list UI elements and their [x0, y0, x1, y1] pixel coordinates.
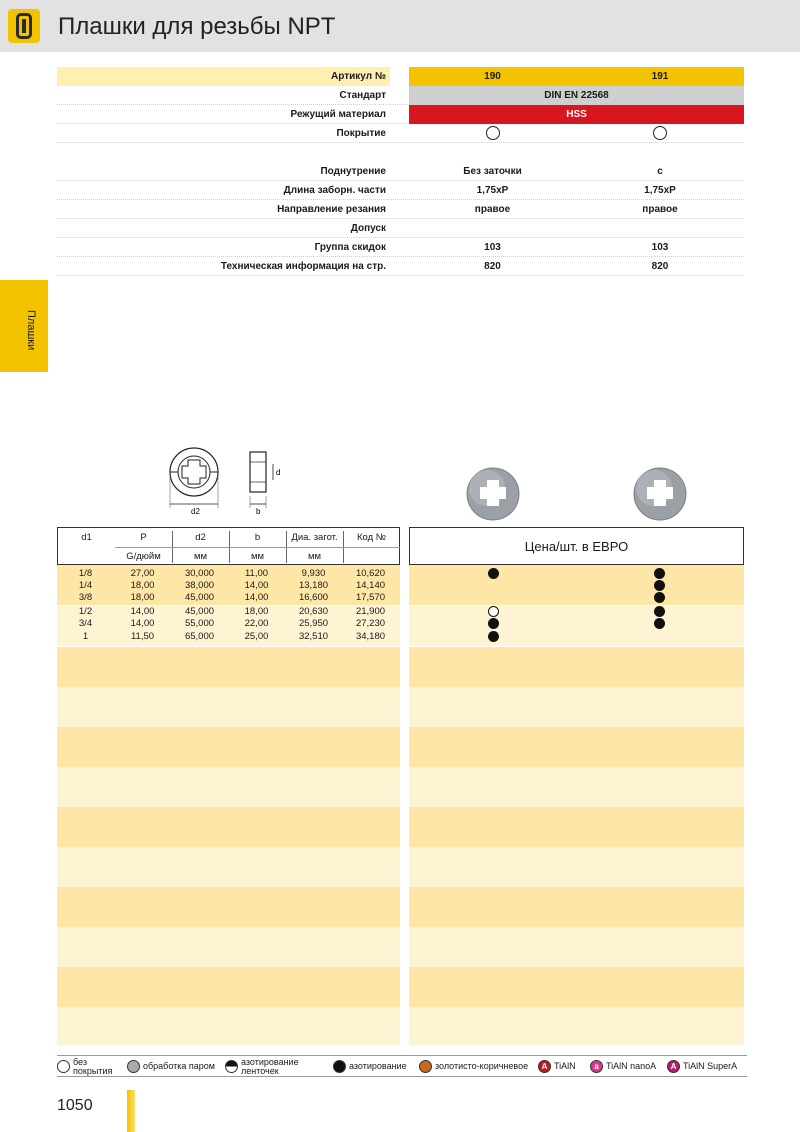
- spec-tolerance-row: [57, 219, 744, 238]
- availability-dot-icon[interactable]: [654, 592, 665, 603]
- col-header-d1: d1: [81, 532, 92, 543]
- table-cell: 1: [82, 631, 89, 642]
- table-cell: 11,50: [130, 631, 155, 642]
- spec-standard-row: [57, 86, 744, 105]
- availability-dot-icon[interactable]: [654, 618, 665, 629]
- table-band: [57, 967, 400, 1007]
- article-190: 190: [484, 71, 501, 82]
- uncoated-circle-icon: [653, 126, 667, 140]
- table-cell: 25,00: [244, 631, 269, 642]
- tolerance-191: [576, 219, 744, 238]
- price-band: [409, 967, 744, 1007]
- price-band: [409, 647, 744, 687]
- spec-label: Артикул №: [57, 67, 390, 86]
- discount-190: 103: [484, 242, 501, 253]
- col-header-b: b: [254, 532, 261, 543]
- direction-191: правое: [642, 204, 678, 215]
- table-band: [57, 807, 400, 847]
- table-cell: 11,00: [244, 568, 269, 579]
- availability-dot-icon[interactable]: [488, 618, 499, 629]
- unit-d2: мм: [193, 551, 208, 562]
- spec-chamfer-row: [57, 181, 744, 200]
- drawing-label: b: [256, 507, 261, 516]
- section-side-tab[interactable]: [0, 280, 48, 372]
- price-band: [409, 606, 744, 646]
- table-cell: 34,180: [355, 631, 386, 642]
- table-row: [57, 606, 400, 618]
- tialn-supera-icon: A: [667, 1060, 680, 1073]
- table-cell: 1/2: [78, 606, 93, 617]
- price-band: [409, 887, 744, 927]
- availability-dot-icon[interactable]: [654, 568, 665, 579]
- open-availability-dot-icon[interactable]: [488, 606, 499, 617]
- table-cell: 38,000: [184, 580, 215, 591]
- direction-190: правое: [474, 204, 511, 215]
- price-band: [409, 687, 744, 727]
- legend-text: золотисто-коричневое: [435, 1061, 529, 1071]
- chamfer-191: 1,75xP: [644, 185, 676, 196]
- availability-dot-icon[interactable]: [654, 606, 665, 617]
- article-191: 191: [651, 71, 669, 82]
- table-cell: 14,140: [355, 580, 386, 591]
- drawing-label: d: [276, 468, 281, 477]
- table-cell: 55,000: [184, 618, 215, 629]
- table-band: [57, 1007, 400, 1045]
- table-row: [57, 592, 400, 604]
- availability-dot-icon[interactable]: [488, 568, 499, 579]
- die-logo-icon: [8, 9, 40, 43]
- table-row: [57, 580, 400, 592]
- spec-label: Режущий материал: [290, 109, 386, 120]
- price-band: [409, 927, 744, 967]
- price-band: [409, 807, 744, 847]
- spec-article-row: [57, 67, 744, 86]
- table-band: [57, 727, 400, 767]
- table-cell: 32,510: [298, 631, 329, 642]
- coating-legend: [57, 1055, 747, 1077]
- table-cell: 10,620: [355, 568, 386, 579]
- table-cell: 3/4: [78, 618, 93, 629]
- spec-label: Направление резания: [277, 204, 386, 215]
- legend-text: TiAlN nanoA: [606, 1061, 657, 1071]
- col-header-d2: d2: [195, 532, 206, 543]
- table-cell: 16,600: [298, 592, 329, 603]
- table-band: [57, 927, 400, 967]
- chamfer-190: 1,75xP: [476, 185, 509, 196]
- table-band: [57, 647, 400, 687]
- page-number: 1050: [57, 1097, 93, 1114]
- table-band: [57, 687, 400, 727]
- spec-label: Допуск: [350, 223, 386, 234]
- tialn-a-icon: A: [538, 1060, 551, 1073]
- uncoated-circle-icon: [486, 126, 500, 140]
- table-cell: 14,00: [244, 580, 269, 591]
- legend-text: TiAlN SuperA: [683, 1061, 738, 1071]
- table-cell: 20,630: [298, 606, 329, 617]
- col-header-p: P: [140, 532, 147, 543]
- table-cell: 14,00: [130, 618, 155, 629]
- page-header: [0, 0, 800, 52]
- discount-191: 103: [651, 242, 669, 253]
- tialn-nanoa-icon: a: [590, 1060, 603, 1073]
- table-cell: 18,00: [130, 580, 155, 591]
- undercut-191: с: [657, 166, 663, 177]
- legend-text: азотирование ленточек: [241, 1057, 299, 1076]
- table-cell: 45,000: [184, 592, 215, 603]
- grey-circle-icon: [127, 1060, 140, 1073]
- tolerance-190: [409, 219, 576, 238]
- unit-b: мм: [250, 551, 265, 562]
- table-cell: 27,230: [355, 618, 386, 629]
- spec-direction-row: [57, 200, 744, 219]
- spec-material-row: [57, 105, 744, 124]
- table-cell: 45,000: [184, 606, 215, 617]
- table-cell: 14,00: [130, 606, 155, 617]
- table-cell: 22,00: [244, 618, 269, 629]
- table-cell: 18,00: [130, 592, 155, 603]
- side-tab-label: Плашки: [25, 310, 37, 351]
- spec-discount-row: [57, 238, 744, 257]
- table-cell: 30,000: [184, 568, 215, 579]
- price-band: [409, 847, 744, 887]
- table-row: [57, 568, 400, 580]
- price-header: Цена/шт. в ЕВРО: [409, 527, 744, 565]
- table-band: [57, 887, 400, 927]
- legend-text: без покрытия: [73, 1057, 113, 1076]
- half-filled-circle-icon: [225, 1060, 238, 1073]
- size-table-header: [57, 527, 400, 565]
- table-row: [57, 631, 400, 643]
- table-cell: 27,00: [130, 568, 155, 579]
- legend-text: обработка паром: [143, 1061, 215, 1071]
- legend-text: азотирование: [349, 1061, 407, 1071]
- table-cell: 65,000: [184, 631, 215, 642]
- price-band: [409, 727, 744, 767]
- techinfo-191: 820: [651, 261, 669, 272]
- table-cell: 18,00: [244, 606, 269, 617]
- table-cell: 17,570: [355, 592, 386, 603]
- col-header-blank-dia: Диа. загот.: [291, 532, 338, 543]
- die-technical-drawing: [158, 446, 293, 518]
- spec-coating-row: [57, 124, 744, 143]
- table-cell: 1/4: [78, 580, 93, 591]
- table-cell: 3/8: [78, 592, 93, 603]
- table-cell: 25,950: [298, 618, 329, 629]
- legend-text: TiAlN: [554, 1061, 576, 1071]
- availability-dot-icon[interactable]: [654, 580, 665, 591]
- material-value: HSS: [409, 105, 744, 124]
- table-cell: 21,900: [355, 606, 386, 617]
- spec-techinfo-row: [57, 257, 744, 276]
- spec-label: Длина заборн. части: [283, 185, 386, 196]
- price-band: [409, 1007, 744, 1045]
- price-band: [409, 767, 744, 807]
- die-product-image-191: [632, 466, 688, 522]
- page-title: Плашки для резьбы NPT: [58, 13, 336, 40]
- unit-p: G/дюйм: [126, 551, 161, 562]
- undercut-190: Без заточки: [463, 166, 522, 177]
- table-band: [57, 767, 400, 807]
- table-cell: 1/8: [78, 568, 93, 579]
- spec-label: Поднутрение: [320, 166, 386, 177]
- page-edge-bar: [127, 1090, 135, 1132]
- spec-label: Группа скидок: [314, 242, 386, 253]
- table-cell: 14,00: [244, 592, 269, 603]
- unit-blank-dia: мм: [307, 551, 322, 562]
- table-cell: 13,180: [298, 580, 329, 591]
- spec-label: Покрытие: [336, 128, 386, 139]
- brown-circle-icon: [419, 1060, 432, 1073]
- spec-label: Стандарт: [339, 90, 386, 101]
- filled-circle-icon: [333, 1060, 346, 1073]
- table-row: [57, 618, 400, 630]
- spec-undercut-row: [57, 162, 744, 181]
- die-product-image-190: [465, 466, 521, 522]
- availability-dot-icon[interactable]: [488, 631, 499, 642]
- table-cell: 9,930: [301, 568, 326, 579]
- col-header-code: Код №: [357, 532, 386, 543]
- spec-label: Техническая информация на стр.: [220, 261, 386, 272]
- price-band: [409, 565, 744, 605]
- table-band: [57, 847, 400, 887]
- standard-value: DIN EN 22568: [409, 86, 744, 105]
- techinfo-190: 820: [484, 261, 501, 272]
- uncoated-circle-icon: [57, 1060, 70, 1073]
- drawing-label: d2: [191, 507, 200, 516]
